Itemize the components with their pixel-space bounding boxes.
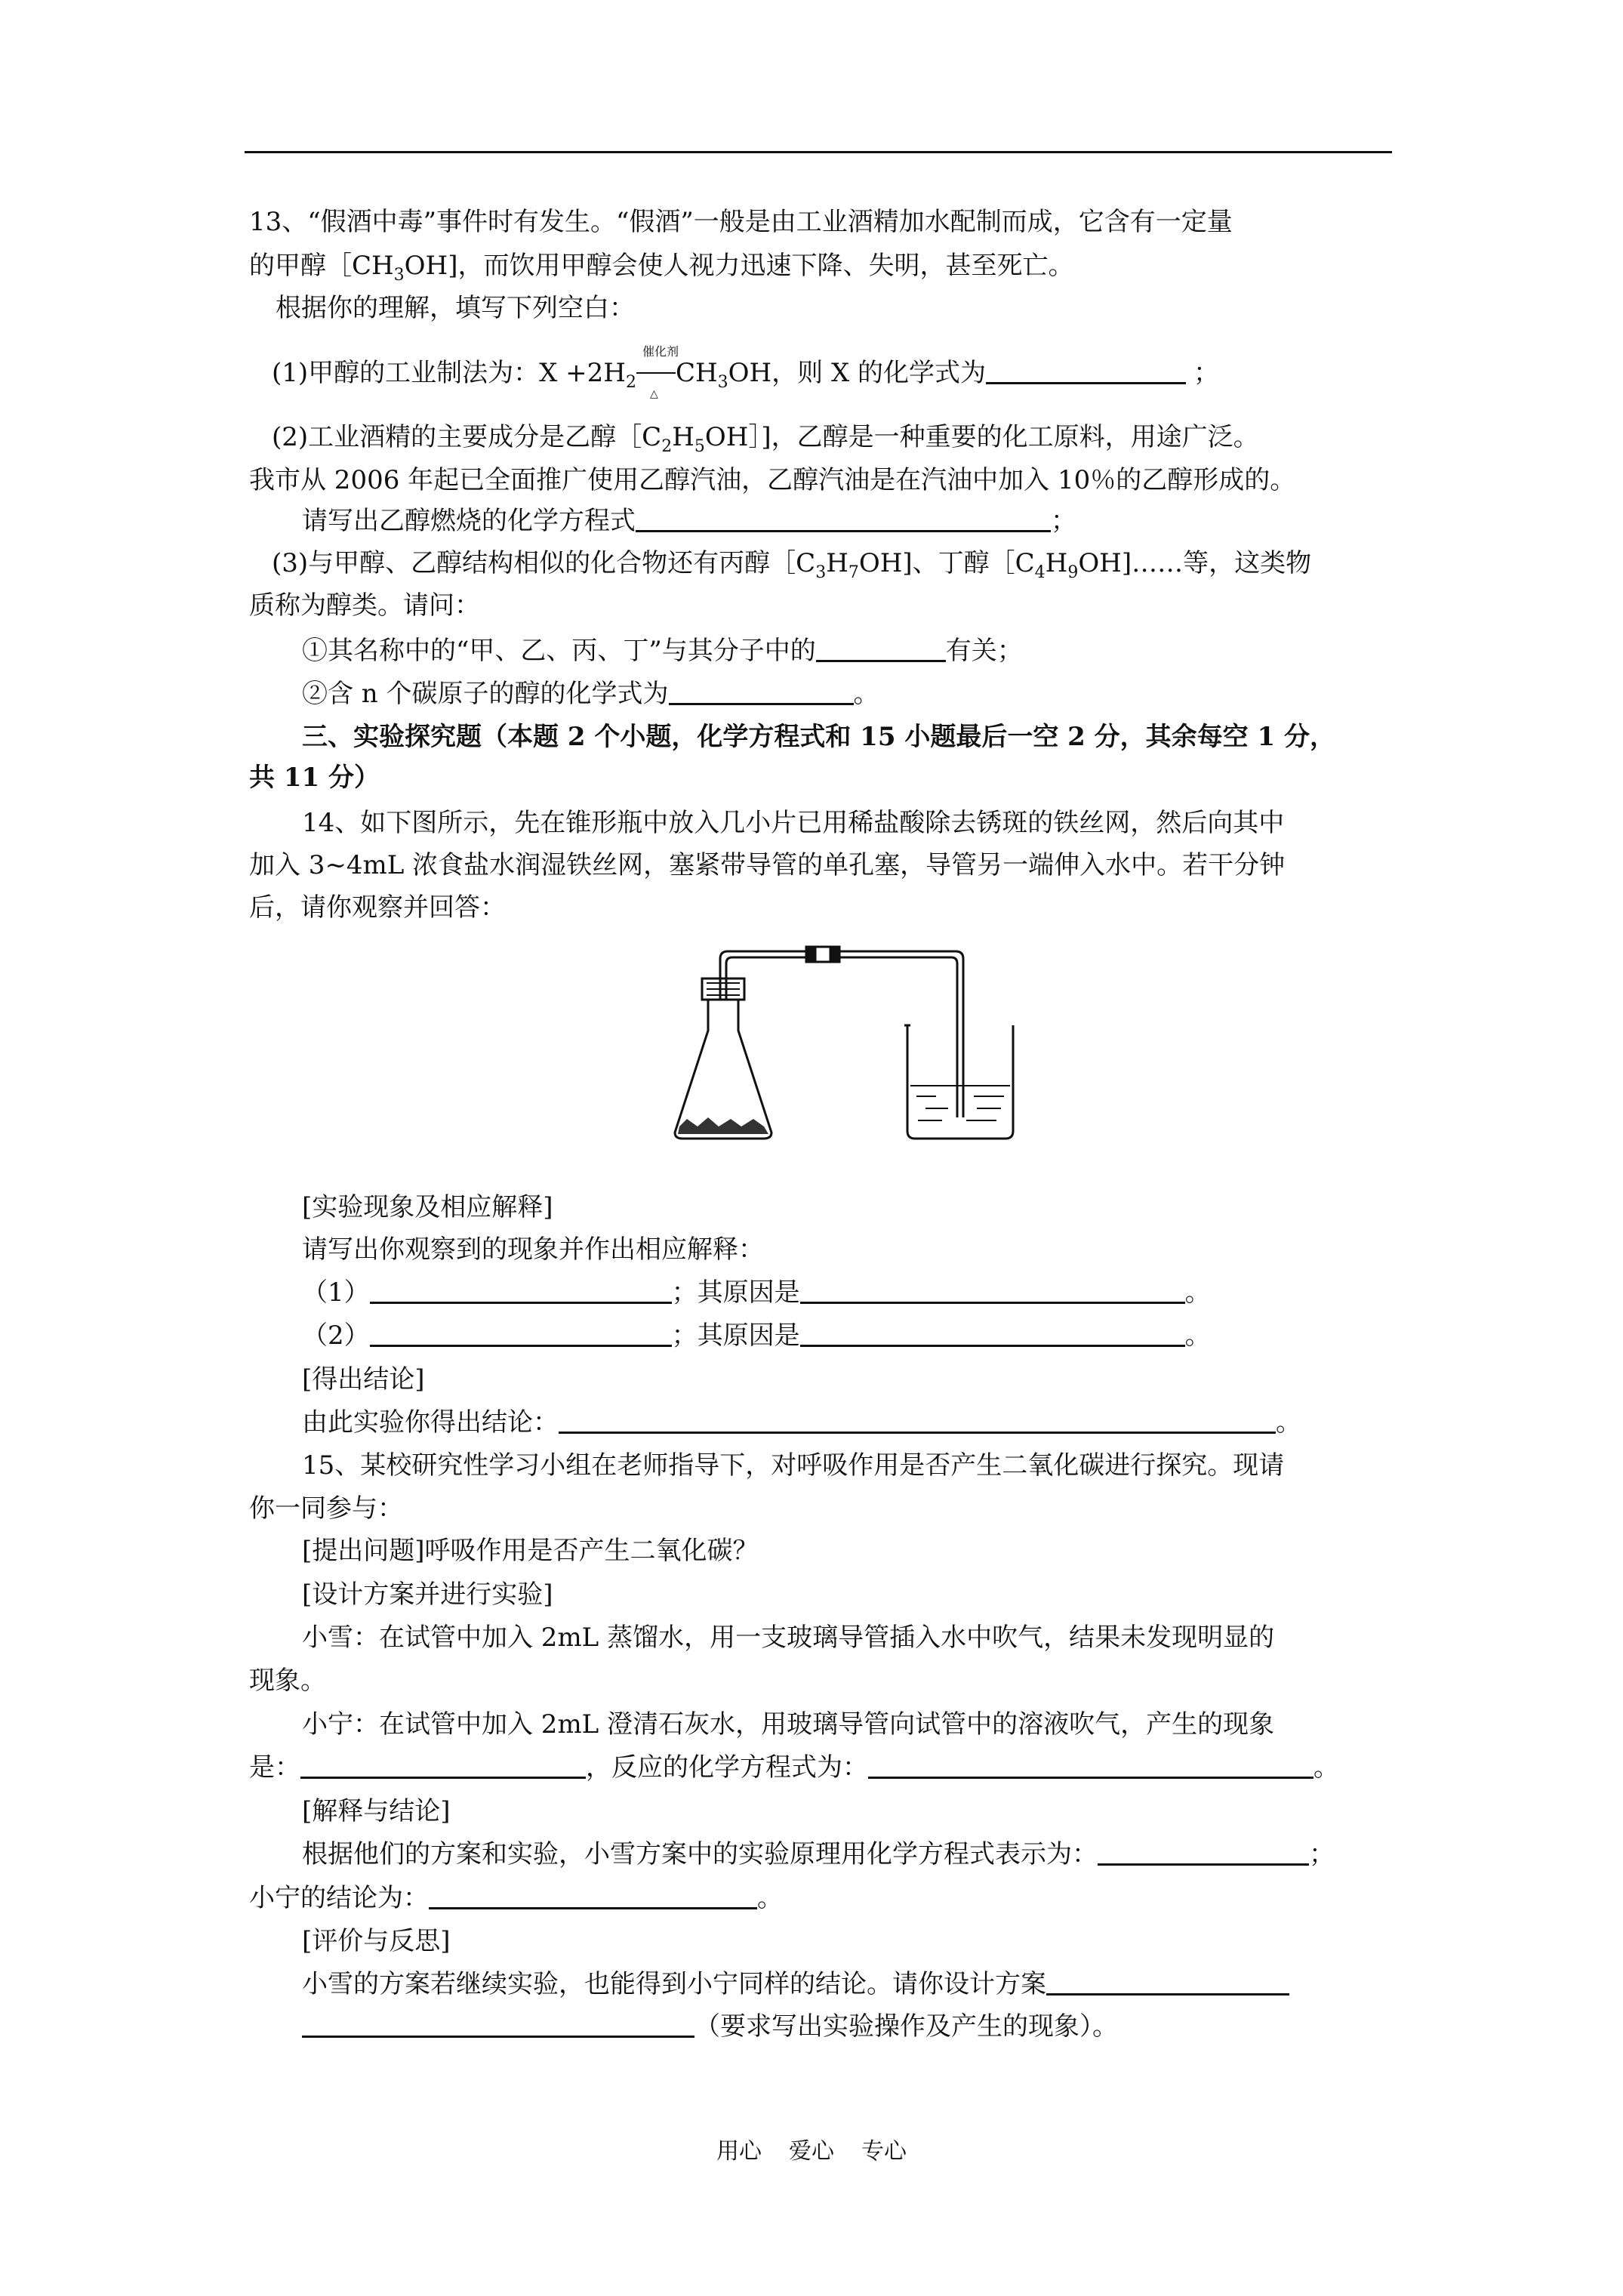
answer-blank-phenomenon-2[interactable] [370,1318,672,1347]
answer-blank-carbon-count[interactable] [816,633,946,662]
answer-blank-reason-1[interactable] [800,1274,1185,1304]
answer-blank-ethanol-combustion[interactable] [636,503,1051,532]
header-rule [245,151,1392,153]
experiment-apparatus-diagram [664,929,1087,1148]
q15-line1: 15、某校研究性学习小组在老师指导下，对呼吸作用是否产生二氧化碳进行探究。现请 [302,1450,1285,1481]
q14-conclusion: 由此实验你得出结论： 。 [302,1404,1301,1441]
q15-explain-line1: 根据他们的方案和实验，小雪方案中的实验原理用化学方程式表示为： ； [302,1836,1335,1872]
q15-heading-eval: [评价与反思] [302,1926,451,1956]
q14-line3: 后，请你观察并回答： [249,892,506,923]
q14-heading-conclusion: [得出结论] [302,1364,425,1395]
q15-xiaoxue-line1: 小雪：在试管中加入 2mL 蒸馏水，用一支玻璃导管插入水中吹气，结果未发现明显的 [302,1623,1275,1653]
q13-instruction: 根据你的理解，填写下列空白： [276,293,635,323]
answer-blank-conclusion[interactable] [559,1404,1276,1434]
beaker-with-water [904,1025,1013,1139]
iron-wire-mesh [678,1117,768,1134]
q14-ask: 请写出你观察到的现象并作出相应解释： [302,1234,764,1265]
q15-heading-design: [设计方案并进行实验] [302,1579,553,1610]
q15-eval-line2: （要求写出实验操作及产生的现象）。 [302,2008,1118,2045]
q14-answer-2: （2） ；其原因是 。 [302,1318,1211,1354]
delivery-tube [720,947,963,1117]
q15-line2: 你一同参与： [249,1493,403,1524]
answer-blank-limewater-equation[interactable] [868,1749,1313,1779]
answer-blank-phenomenon-1[interactable] [370,1274,672,1304]
q15-xiaoning-line1: 小宁：在试管中加入 2mL 澄清石灰水，用玻璃导管向试管中的溶液吹气，产生的现象 [302,1709,1275,1740]
q15-heading-question: [提出问题]呼吸作用是否产生二氧化碳？ [302,1536,759,1566]
q15-xiaoning-line2: 是： ，反应的化学方程式为： 。 [249,1749,1339,1786]
q13-intro-line1: 13、“假酒中毒”事件时有发生。“假酒”一般是由工业酒精加水配制而成，它含有一定量 [249,207,1233,237]
section3-heading-line2: 共 11 分） [249,763,380,793]
section3-heading: 三、实验探究题（本题 2 个小题，化学方程式和 15 小题最后一空 2 分，其余每空 1 分， [302,722,1335,752]
q14-line2: 加入 3~4mL 浓食盐水润湿铁丝网，塞紧带导管的单孔塞，导管另一端伸入水中。若干分钟 [249,850,1286,880]
q14-line1: 14、如下图所示，先在锥形瓶中放入几小片已用稀盐酸除去锈斑的铁丝网，然后向其中 [302,808,1285,838]
page-footer: 用心 爱心 专心 [716,2138,907,2165]
q15-explain-line2: 小宁的结论为： 。 [249,1880,783,1916]
answer-blank-alcohol-formula[interactable] [669,676,854,705]
answer-blank-x[interactable] [986,355,1186,384]
q14-answer-1: （1） ；其原因是 。 [302,1274,1211,1311]
q13-part3-q1: ①其名称中的“甲、乙、丙、丁”与其分子中的 有关； [302,633,1023,669]
q15-heading-explain: [解释与结论] [302,1796,451,1826]
q13-part3-line2: 质称为醇类。请问： [249,590,480,621]
q13-part2-line1: (2)工业酒精的主要成分是乙醇$[C_2H_5OH]$]，乙醇是一种重要的化工原料，用途广泛。 [272,422,1259,456]
q13-part2-line2: 我市从 2006 年起已全面推广使用乙醇汽油，乙醇汽油是在汽油中加入 10％的乙醇形成的。 [249,465,1296,495]
q13-part3-line1: (3)与甲醇、乙醇结构相似的化合物还有丙醇$[C_3H_7OH$]、丁醇$[C_4H_9OH]\dots\dots$等，这类物 [272,548,1312,582]
q13-part3-q2: ②含 n 个碳原子的醇的化学式为 。 [302,676,879,712]
catalyst-arrow: 催化剂 △ [636,355,676,391]
answer-blank-design-plan-1[interactable] [1046,1966,1289,1996]
answer-blank-xiaoning-conclusion[interactable] [429,1880,757,1909]
conical-flask [675,978,771,1139]
q13-part1: (1)甲醇的工业制法为：$X +2H_2$ 催化剂 △ $CH_3OH$，则 X 的化学式为 ； [272,344,1219,400]
q13-part2-line3: 请写出乙醇燃烧的化学方程式 ； [302,503,1076,539]
q13-intro-line2: 的甲醇$[CH_3OH$]，而饮用甲醇会使人视力迅速下降、失明，甚至死亡。 [249,251,1074,285]
answer-blank-reason-2[interactable] [800,1318,1185,1347]
answer-blank-water-co2-equation[interactable] [1098,1836,1309,1866]
q15-xiaoxue-line2: 现象。 [249,1666,326,1696]
answer-blank-limewater-phenomenon[interactable] [300,1749,586,1779]
q14-heading-phenomenon: [实验现象及相应解释] [302,1192,553,1222]
answer-blank-design-plan-2[interactable] [302,2008,694,2038]
q15-eval-line1: 小雪的方案若继续实验，也能得到小宁同样的结论。请你设计方案 [302,1966,1289,2002]
